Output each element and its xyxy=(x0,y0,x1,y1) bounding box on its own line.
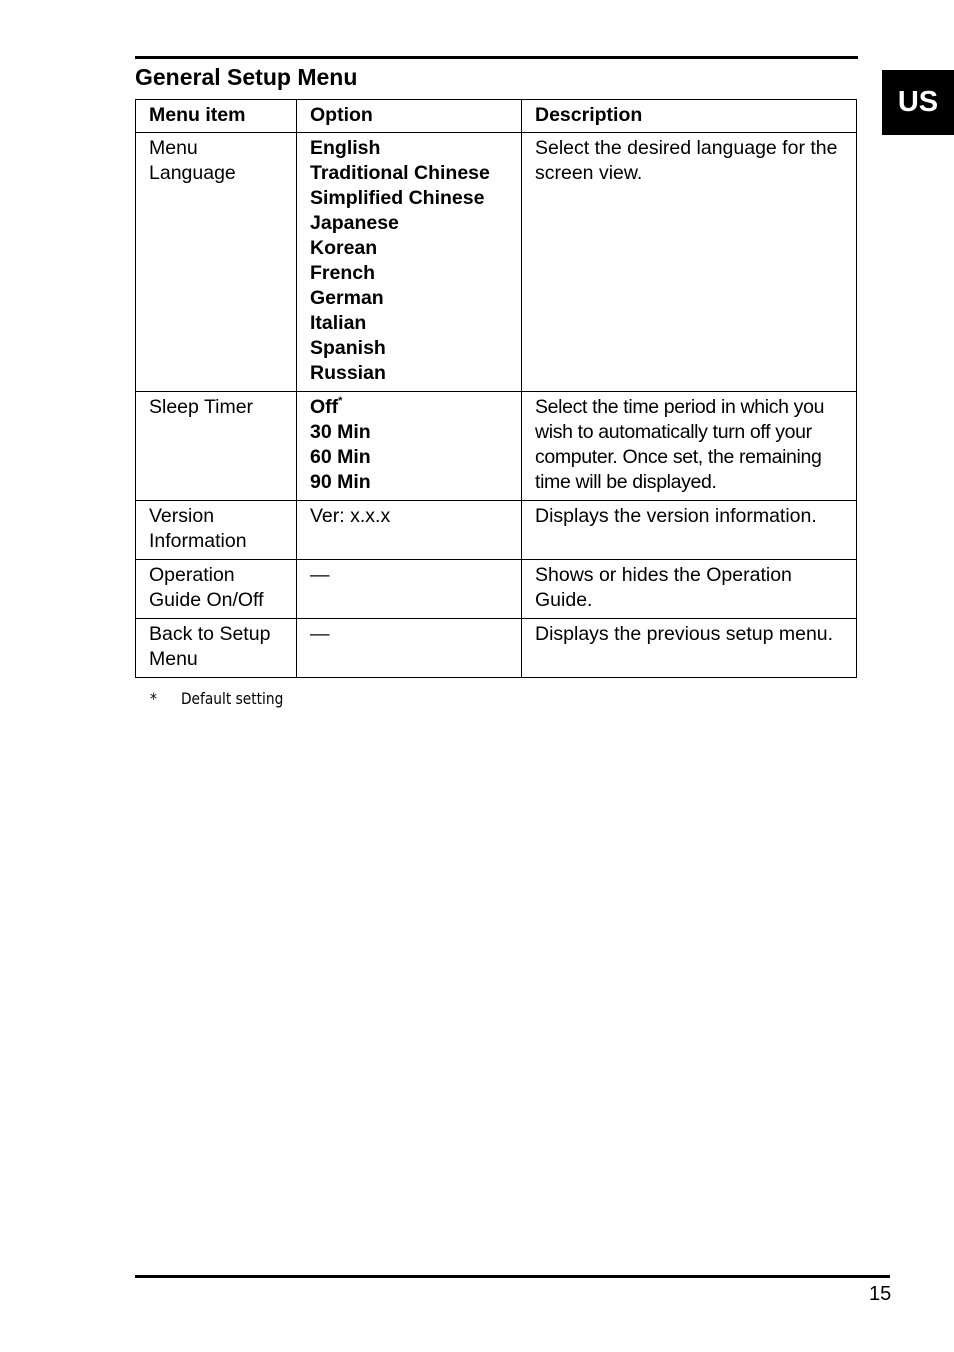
description-cell: Displays the previous setup menu. xyxy=(522,619,857,678)
option-value: German xyxy=(310,287,384,309)
option-value: Off xyxy=(310,396,339,418)
option-value: Traditional Chinese xyxy=(310,162,490,184)
menu-item-cell: Back to Setup Menu xyxy=(136,619,297,678)
option-value: 90 Min xyxy=(310,471,371,493)
option-value: English xyxy=(310,137,381,159)
option-value: Korean xyxy=(310,237,378,259)
default-marker: * xyxy=(338,395,343,407)
option-cell: — xyxy=(297,619,522,678)
option-value: 30 Min xyxy=(310,421,371,443)
table-row xyxy=(136,133,857,392)
table-row xyxy=(136,392,857,501)
option-value: Russian xyxy=(310,362,386,384)
description-cell: Displays the version information. xyxy=(522,501,857,560)
option-value: Japanese xyxy=(310,212,399,234)
menu-item-cell: Version Information xyxy=(136,501,297,560)
menu-item-cell: Sleep Timer xyxy=(136,392,297,501)
option-cell xyxy=(297,133,522,392)
header-option: Option xyxy=(297,100,522,133)
footnote xyxy=(150,688,283,710)
menu-item-cell: Menu Language xyxy=(136,133,297,392)
description-cell: Select the time period in which you wish to automatically turn off your computer. Once set, the remaining time will be displayed. xyxy=(522,392,857,501)
table-row xyxy=(136,501,857,560)
bottom-rule xyxy=(135,1275,890,1278)
option-value: 60 Min xyxy=(310,446,371,468)
menu-item-cell: Operation Guide On/Off xyxy=(136,560,297,619)
option-value: Spanish xyxy=(310,337,386,359)
description-cell: Shows or hides the Operation Guide. xyxy=(522,560,857,619)
option-value: French xyxy=(310,262,376,284)
footnote-text: Default setting xyxy=(180,689,284,708)
option-cell xyxy=(297,392,522,501)
option-cell: Ver: x.x.x xyxy=(297,501,522,560)
table-header-row xyxy=(136,100,857,133)
top-rule xyxy=(135,56,858,59)
language-tab: US xyxy=(882,70,954,135)
page-number: 15 xyxy=(869,1283,892,1305)
header-menu-item: Menu item xyxy=(136,100,297,133)
description-cell: Select the desired language for the screen view. xyxy=(522,133,857,392)
option-cell: — xyxy=(297,560,522,619)
setup-menu-table xyxy=(135,99,857,678)
option-value-default xyxy=(310,395,508,420)
page-title: General Setup Menu xyxy=(135,64,358,90)
table-row xyxy=(136,560,857,619)
footnote-marker: * xyxy=(150,689,157,708)
option-value: Simplified Chinese xyxy=(310,187,485,209)
header-description: Description xyxy=(522,100,857,133)
option-value: Italian xyxy=(310,312,367,334)
table-row xyxy=(136,619,857,678)
